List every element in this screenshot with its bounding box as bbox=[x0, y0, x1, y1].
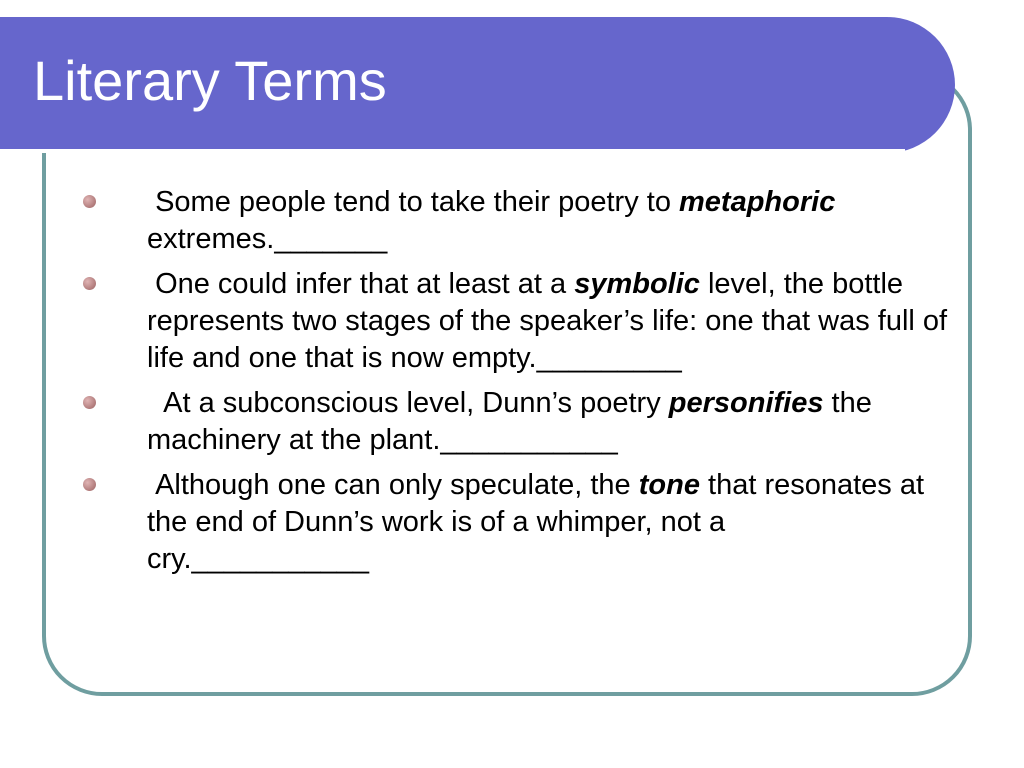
bullet-dot-icon bbox=[83, 396, 96, 409]
bullet-item-personifies bbox=[147, 385, 952, 459]
slide-title: Literary Terms bbox=[33, 49, 387, 112]
literary-term: tone bbox=[638, 469, 700, 501]
bullet-dot-icon bbox=[83, 195, 96, 208]
bullet-text-before: One could infer that at least at a bbox=[147, 268, 575, 300]
bullet-item-metaphoric bbox=[147, 184, 952, 258]
bullet-list bbox=[147, 184, 952, 586]
literary-term: metaphoric bbox=[679, 186, 836, 218]
bullet-text-before: At a subconscious level, Dunn’s poetry bbox=[147, 387, 669, 419]
bullet-text-after: extremes._______ bbox=[147, 223, 388, 255]
literary-term: symbolic bbox=[574, 268, 700, 300]
bullet-item-tone bbox=[147, 467, 952, 578]
title-underline bbox=[0, 149, 905, 153]
bullet-dot-icon bbox=[83, 478, 96, 491]
bullet-text-after: level, the bottle represents two stages of the speaker’s life: one that was full of life and one that is now empty._________ bbox=[147, 268, 948, 374]
bullet-text-after: the machinery at the plant.___________ bbox=[147, 387, 872, 456]
bullet-text-before: Some people tend to take their poetry to bbox=[147, 186, 680, 218]
bullet-text-before: Although one can only speculate, the bbox=[147, 469, 639, 501]
literary-term: personifies bbox=[668, 387, 824, 419]
bullet-item-symbolic bbox=[147, 266, 952, 377]
bullet-dot-icon bbox=[83, 277, 96, 290]
bullet-text-after: that resonates at the end of Dunn’s work is of a whimper, not a cry.___________ bbox=[147, 469, 925, 575]
